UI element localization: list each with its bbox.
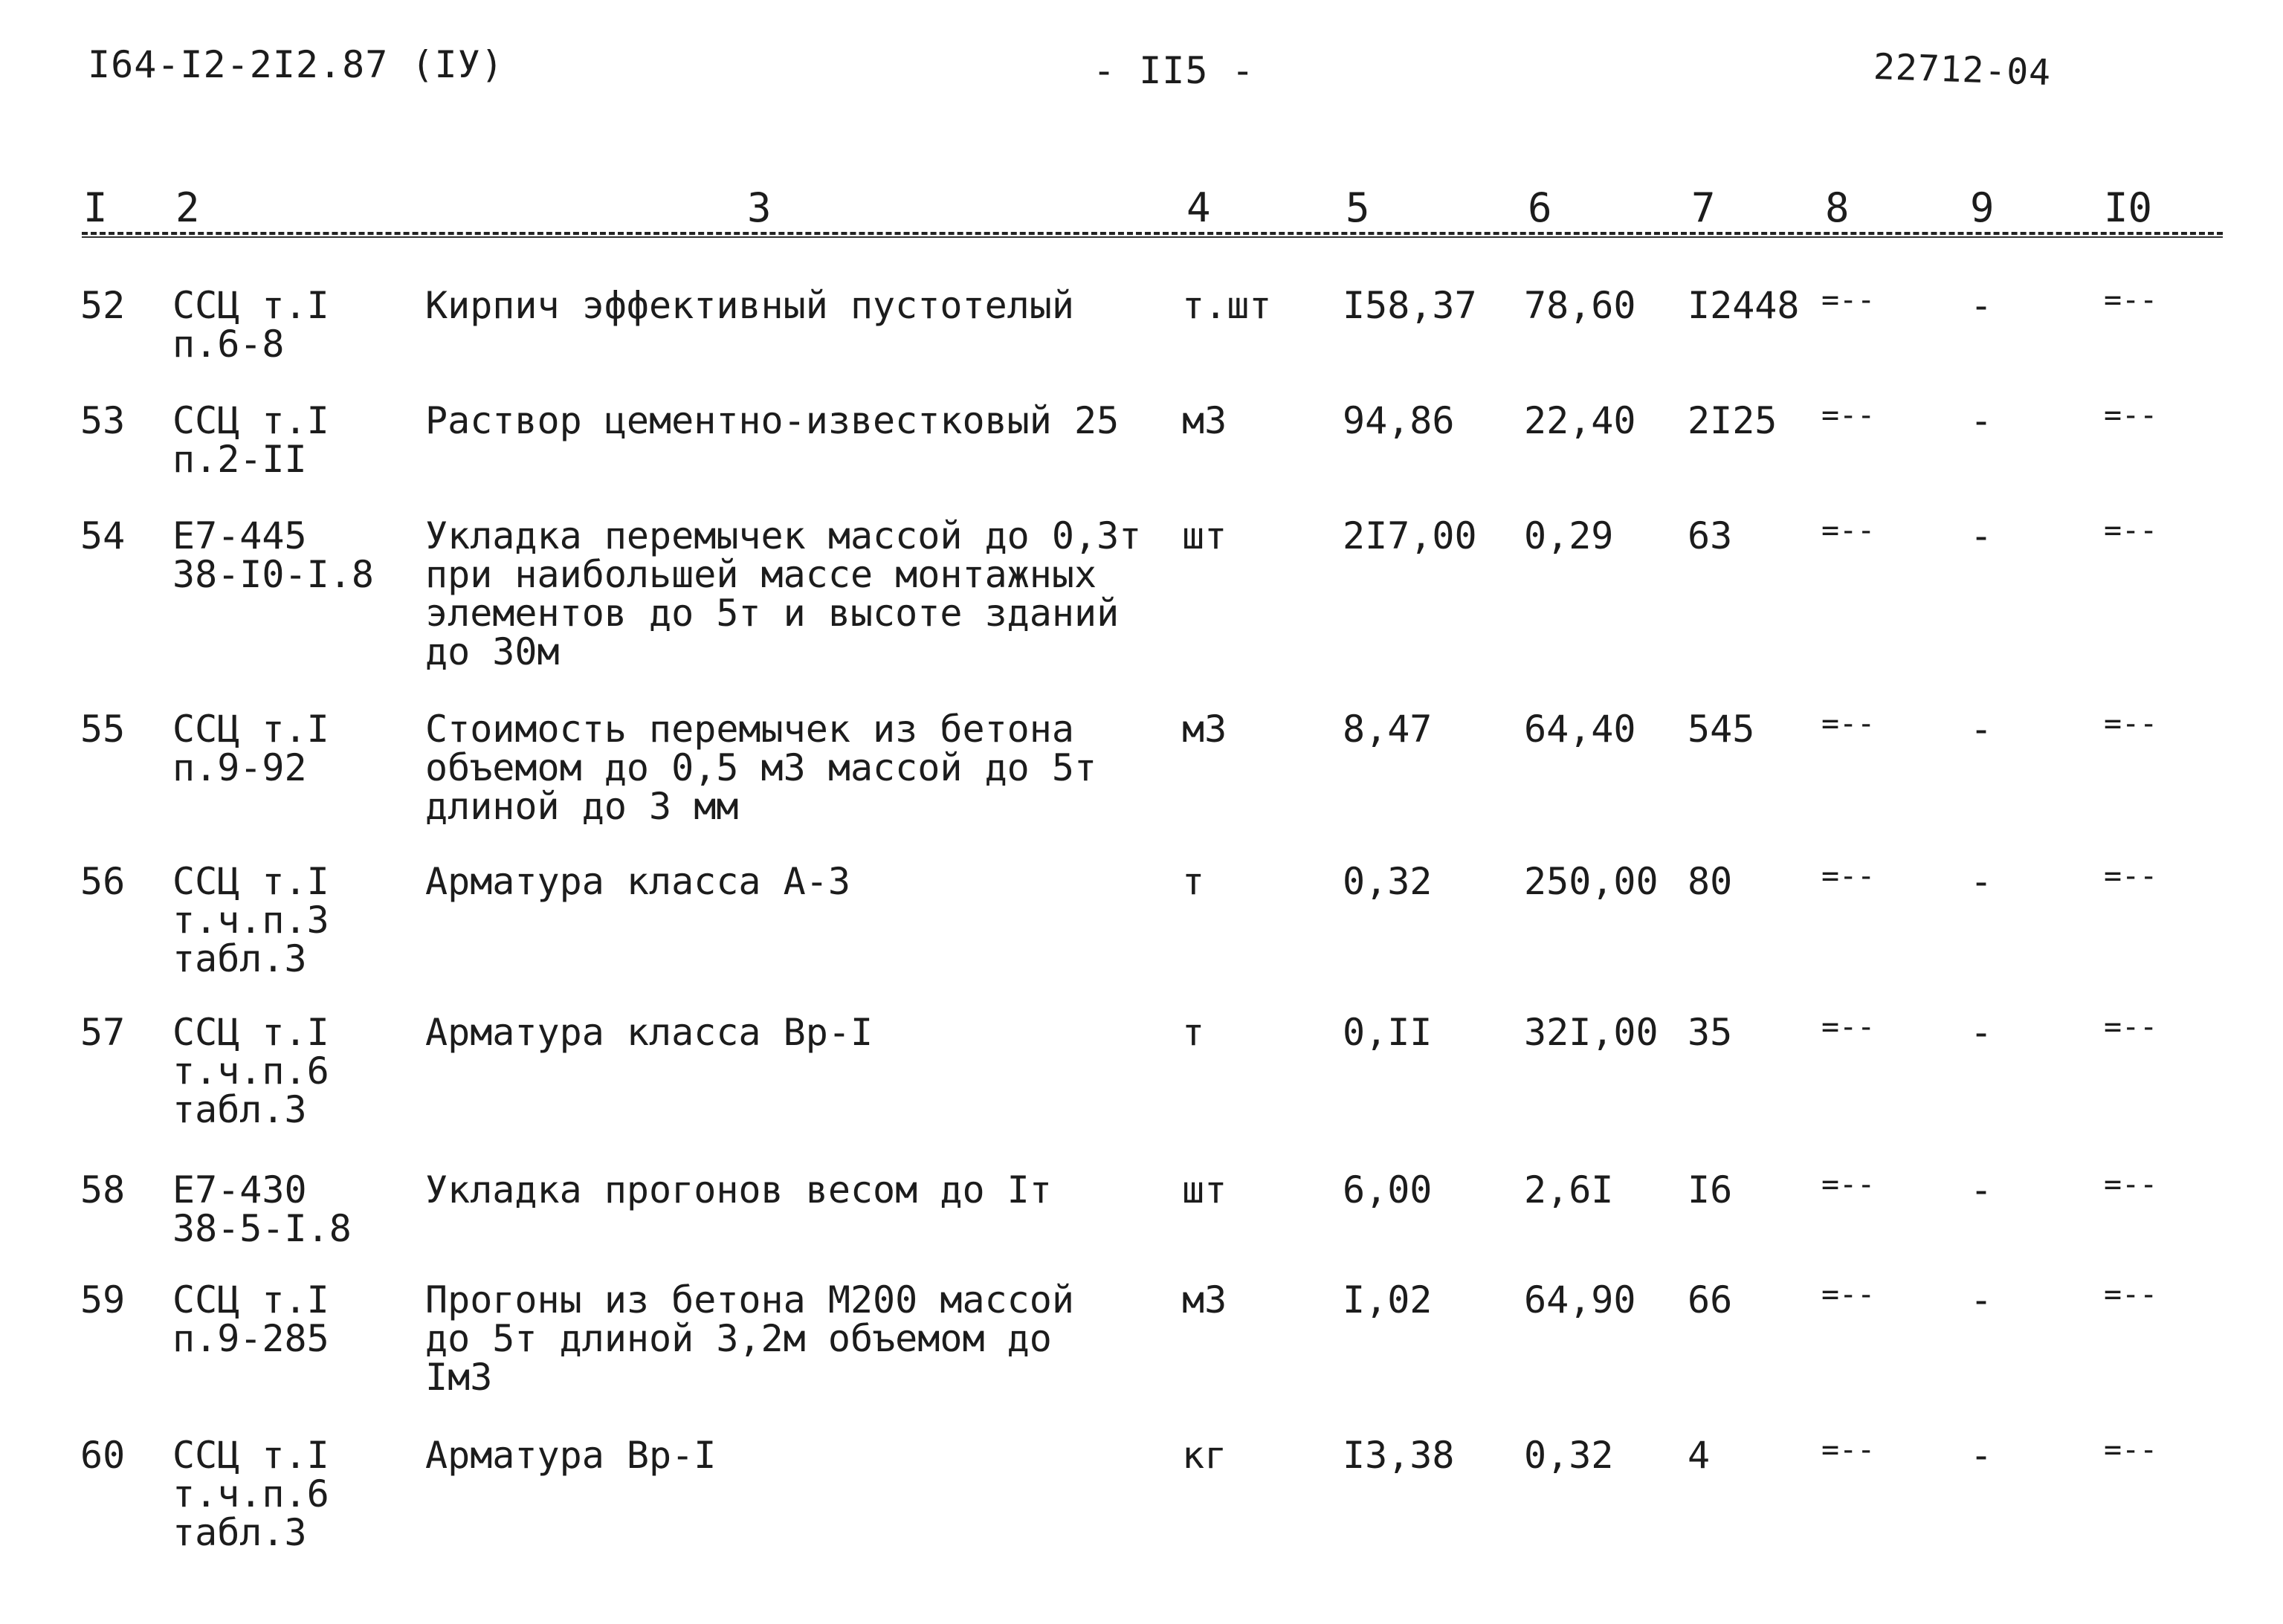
row-col10-mark: =-- (2104, 398, 2158, 433)
col-header-2: 2 (175, 184, 200, 231)
row-col8-mark: =-- (1821, 1278, 1876, 1312)
row-col9-mark: - (1970, 1011, 1993, 1054)
row-col9-mark: - (1970, 284, 1993, 327)
col-header-4: 4 (1186, 184, 1211, 231)
row-description-line: Укладка перемычек массой до 0,3т (425, 514, 1142, 557)
row-reference-line: п.2-II (172, 438, 307, 481)
row-reference-line: табл.3 (172, 937, 307, 980)
col-header-1: I (83, 184, 108, 231)
row-number: 54 (80, 514, 126, 557)
row-reference-line: ССЦ т.I (172, 1434, 329, 1477)
row-col10-mark: =-- (2104, 1278, 2158, 1312)
row-total: 2I25 (1688, 399, 1777, 442)
row-description (425, 401, 1119, 440)
row-description-line: до 30м (425, 630, 560, 673)
row-unit: т (1182, 1011, 1205, 1054)
row-unit: шт (1182, 514, 1227, 557)
row-col9-mark: - (1970, 514, 1993, 557)
row-description (425, 862, 850, 901)
row-price: 78,60 (1524, 284, 1636, 327)
row-description (425, 514, 1142, 673)
row-quantity: I3,38 (1343, 1434, 1455, 1477)
row-col9-mark: - (1970, 708, 1993, 751)
row-col8-mark: =-- (1821, 707, 1876, 741)
col-header-8: 8 (1825, 184, 1850, 231)
row-reference (172, 710, 329, 787)
row-reference-line: Е7-430 (172, 1168, 307, 1211)
row-col10-mark: =-- (2104, 707, 2158, 741)
row-description-line: Арматура класса Вр-I (425, 1011, 874, 1054)
row-quantity: 94,86 (1343, 399, 1455, 442)
row-total: 66 (1688, 1278, 1733, 1321)
col-header-7: 7 (1691, 184, 1716, 231)
header-rule (82, 232, 2223, 235)
row-reference-line: ССЦ т.I (172, 1278, 329, 1321)
page-number: - II5 - (1093, 49, 1255, 92)
handwritten-number: 22712-04 (1873, 45, 2053, 94)
row-reference-line: ССЦ т.I (172, 1011, 329, 1054)
row-reference-line: ССЦ т.I (172, 708, 329, 751)
document-code: I64-I2-2I2.87 (IУ) (88, 43, 504, 86)
row-reference-line: т.ч.п.6 (172, 1472, 329, 1515)
row-reference-line: п.9-92 (172, 746, 307, 789)
row-col9-mark: - (1970, 860, 1993, 903)
row-reference-line: табл.3 (172, 1088, 307, 1131)
col-header-6: 6 (1528, 184, 1552, 231)
row-reference-line: ССЦ т.I (172, 860, 329, 903)
row-col8-mark: =-- (1821, 398, 1876, 433)
row-col9-mark: - (1970, 1278, 1993, 1321)
row-price: 0,32 (1524, 1434, 1614, 1477)
row-description-line: Арматура класса А-3 (425, 860, 850, 903)
row-unit: м3 (1182, 399, 1227, 442)
row-quantity: 0,32 (1343, 860, 1433, 903)
row-number: 52 (80, 284, 126, 327)
row-price: 22,40 (1524, 399, 1636, 442)
row-number: 60 (80, 1434, 126, 1477)
row-col10-mark: =-- (2104, 283, 2158, 317)
row-total: 545 (1688, 708, 1755, 751)
row-description-line: Арматура Вр-I (425, 1434, 717, 1477)
row-description (425, 1013, 873, 1052)
row-price: 250,00 (1524, 860, 1659, 903)
header-rule-solid (82, 236, 2223, 238)
row-description-line: до 5т длиной 3,2м объемом до (425, 1317, 1052, 1360)
row-unit: кг (1182, 1434, 1227, 1477)
row-price: 64,40 (1524, 708, 1636, 751)
row-col8-mark: =-- (1821, 514, 1876, 548)
row-description (425, 1168, 1052, 1211)
row-reference (172, 284, 329, 366)
row-reference-line: п.6-8 (172, 323, 285, 366)
row-reference (172, 1436, 329, 1552)
row-description-line: Прогоны из бетона М200 массой (425, 1278, 1074, 1321)
row-col10-mark: =-- (2104, 1010, 2158, 1044)
row-description (425, 1436, 716, 1475)
row-quantity: 6,00 (1343, 1168, 1433, 1211)
row-total: 35 (1688, 1011, 1733, 1054)
row-number: 59 (80, 1278, 126, 1321)
row-col10-mark: =-- (2104, 1433, 2158, 1467)
row-reference-line: 38-I0-I.8 (172, 553, 374, 596)
row-col8-mark: =-- (1821, 1433, 1876, 1467)
row-quantity: I,02 (1343, 1278, 1433, 1321)
row-description-line: элементов до 5т и высоте зданий (425, 592, 1120, 635)
col-header-9: 9 (1970, 184, 1995, 231)
row-total: I2448 (1688, 284, 1800, 327)
row-description-line: длиной до 3 мм (425, 785, 739, 828)
row-reference (172, 1168, 352, 1250)
row-price: 32I,00 (1524, 1011, 1659, 1054)
row-reference (172, 862, 329, 978)
row-col10-mark: =-- (2104, 514, 2158, 548)
row-unit: шт (1182, 1168, 1227, 1211)
row-col10-mark: =-- (2104, 859, 2158, 893)
row-description (425, 710, 1097, 826)
row-description (425, 1278, 1074, 1399)
col-header-5: 5 (1346, 184, 1370, 231)
row-description-line: Раствор цементно-известковый 25 (425, 399, 1120, 442)
row-col9-mark: - (1970, 399, 1993, 442)
row-description-line: Укладка прогонов весом до Iт (425, 1168, 1052, 1211)
row-total: 63 (1688, 514, 1733, 557)
row-total: 80 (1688, 860, 1733, 903)
row-unit: м3 (1182, 708, 1227, 751)
row-col10-mark: =-- (2104, 1168, 2158, 1202)
row-reference-line: т.ч.п.3 (172, 899, 329, 942)
row-col8-mark: =-- (1821, 1010, 1876, 1044)
row-reference-line: т.ч.п.6 (172, 1049, 329, 1093)
row-number: 58 (80, 1168, 126, 1211)
row-description-line: Iм3 (425, 1356, 493, 1399)
row-unit: т.шт (1182, 284, 1272, 327)
row-col8-mark: =-- (1821, 1168, 1876, 1202)
row-quantity: 0,II (1343, 1011, 1433, 1054)
row-reference-line: 38-5-I.8 (172, 1207, 352, 1250)
row-number: 56 (80, 860, 126, 903)
row-description (425, 286, 1074, 325)
row-total: I6 (1688, 1168, 1733, 1211)
row-reference (172, 401, 329, 479)
row-description-line: Кирпич эффективный пустотелый (425, 284, 1074, 327)
row-price: 0,29 (1524, 514, 1614, 557)
row-unit: м3 (1182, 1278, 1227, 1321)
row-price: 64,90 (1524, 1278, 1636, 1321)
row-col8-mark: =-- (1821, 283, 1876, 317)
row-number: 55 (80, 708, 126, 751)
row-quantity: 8,47 (1343, 708, 1433, 751)
row-number: 53 (80, 399, 126, 442)
row-description-line: объемом до 0,5 м3 массой до 5т (425, 746, 1097, 789)
col-header-10: I0 (2104, 184, 2153, 231)
row-reference (172, 1278, 329, 1360)
row-col8-mark: =-- (1821, 859, 1876, 893)
row-quantity: I58,37 (1343, 284, 1477, 327)
row-reference-line: ССЦ т.I (172, 399, 329, 442)
row-reference-line: Е7-445 (172, 514, 307, 557)
row-col9-mark: - (1970, 1168, 1993, 1211)
row-total: 4 (1688, 1434, 1711, 1477)
row-quantity: 2I7,00 (1343, 514, 1477, 557)
row-reference (172, 1013, 329, 1129)
row-description-line: при наибольшей массе монтажных (425, 553, 1097, 596)
row-reference-line: табл.3 (172, 1511, 307, 1554)
row-description-line: Стоимость перемычек из бетона (425, 708, 1074, 751)
row-unit: т (1182, 860, 1205, 903)
row-col9-mark: - (1970, 1434, 1993, 1477)
row-reference-line: ССЦ т.I (172, 284, 329, 327)
row-reference (172, 514, 374, 596)
col-header-3: 3 (747, 184, 772, 231)
row-number: 57 (80, 1011, 126, 1054)
row-reference-line: п.9-285 (172, 1317, 329, 1360)
row-price: 2,6I (1524, 1168, 1614, 1211)
